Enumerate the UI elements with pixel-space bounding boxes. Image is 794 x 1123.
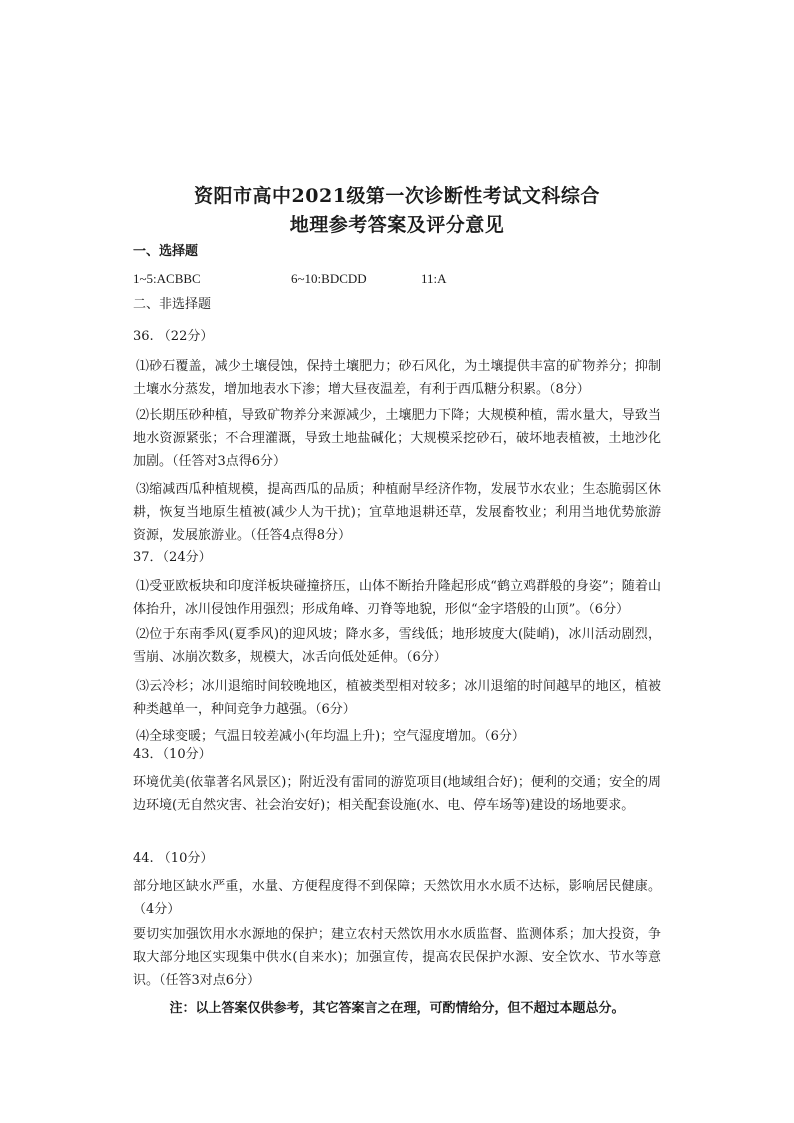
- footnote: 注：以上答案仅供参考，其它答案言之在理，可酌情给分，但不超过本题总分。: [169, 1001, 625, 1016]
- section-heading-choice: 一、选择题: [133, 244, 199, 259]
- question-37-label: 37．（24分）: [133, 550, 212, 565]
- question-43-label: 43．（10分）: [133, 747, 212, 762]
- mc-answer-11: 11:A: [421, 271, 447, 286]
- section-heading-nonchoice: 二、非选择题: [133, 297, 212, 312]
- question-44-label: 44. （10分）: [133, 851, 214, 866]
- question-36-label: 36. （22分）: [133, 329, 214, 344]
- question-37-answer-4: ⑷全球变暖；气温日较差减小(年均温上升)；空气湿度增加。（6分）: [136, 729, 525, 744]
- document-title: 资阳市高中2021级第一次诊断性考试文科综合: [194, 185, 600, 207]
- question-37-answer-1: ⑴受亚欧板块和印度洋板块碰撞挤压，山体不断抬升隆起形成“鹤立鸡群般的身姿”；随着山体抬升，冰川侵蚀作用强烈；形成角峰、刃脊等地貌，形似“金字塔般的山顶”。（6分）: [133, 579, 661, 617]
- question-37-answer-2: ⑵位于东南季风(夏季风)的迎风坡；降水多，雪线低；地形坡度大(陡峭)，冰川活动剧烈，雪崩、冰崩次数多，规模大，冰舌向低处延伸。（6分）: [133, 627, 661, 665]
- question-36-answer-1: ⑴砂石覆盖，减少土壤侵蚀，保持土壤肥力；砂石风化，为土壤提供丰富的矿物养分；抑制土壤水分蒸发，增加地表水下渗；增大昼夜温差，有利于西瓜糖分积累。（8分）: [133, 359, 661, 397]
- question-36-answer-2: ⑵长期压砂种植，导致矿物养分来源减少，土壤肥力下降；大规模种植，需水量大，导致当地水资源紧张；不合理灌溉，导致土地盐碱化；大规模采挖砂石，破坏地表植被，土地沙化加剧。（任答对3点得6分）: [133, 408, 661, 469]
- question-43-answer: 环境优美(依靠著名风景区)；附近没有雷同的游览项目(地域组合好)；便利的交通；安全的周边环境(无自然灾害、社会治安好)；相关配套设施(水、电、停车场等)建设的场地要求。: [133, 775, 661, 813]
- mc-answers-1-5: 1~5:ACBBC: [133, 271, 201, 286]
- question-37-answer-3: ⑶云冷杉；冰川退缩时间较晚地区，植被类型相对较多；冰川退缩的时间越早的地区，植被种类越单一，种间竞争力越强。（6分）: [133, 679, 661, 717]
- question-44-answer-1: 部分地区缺水严重，水量、方便程度得不到保障；天然饮用水水质不达标，影响居民健康。（4分）: [133, 879, 661, 917]
- question-36-answer-3: ⑶缩减西瓜种植规模，提高西瓜的品质；种植耐旱经济作物，发展节水农业；生态脆弱区休耕，恢复当地原生植被(减少人为干扰)；宜草地退耕还草，发展畜牧业；利用当地优势旅游资源，发展旅游业。（任答4点得8分）: [133, 482, 661, 543]
- question-44-answer-2: 要切实加强饮用水水源地的保护；建立农村天然饮用水水质监督、监测体系；加大投资，争取大部分地区实现集中供水(自来水)；加强宣传，提高农民保护水源、安全饮水、节水等意识。（任答3对点6分）: [133, 927, 661, 988]
- mc-answers-6-10: 6~10:BDCDD: [291, 271, 367, 286]
- document-subtitle: 地理参考答案及评分意见: [289, 214, 505, 236]
